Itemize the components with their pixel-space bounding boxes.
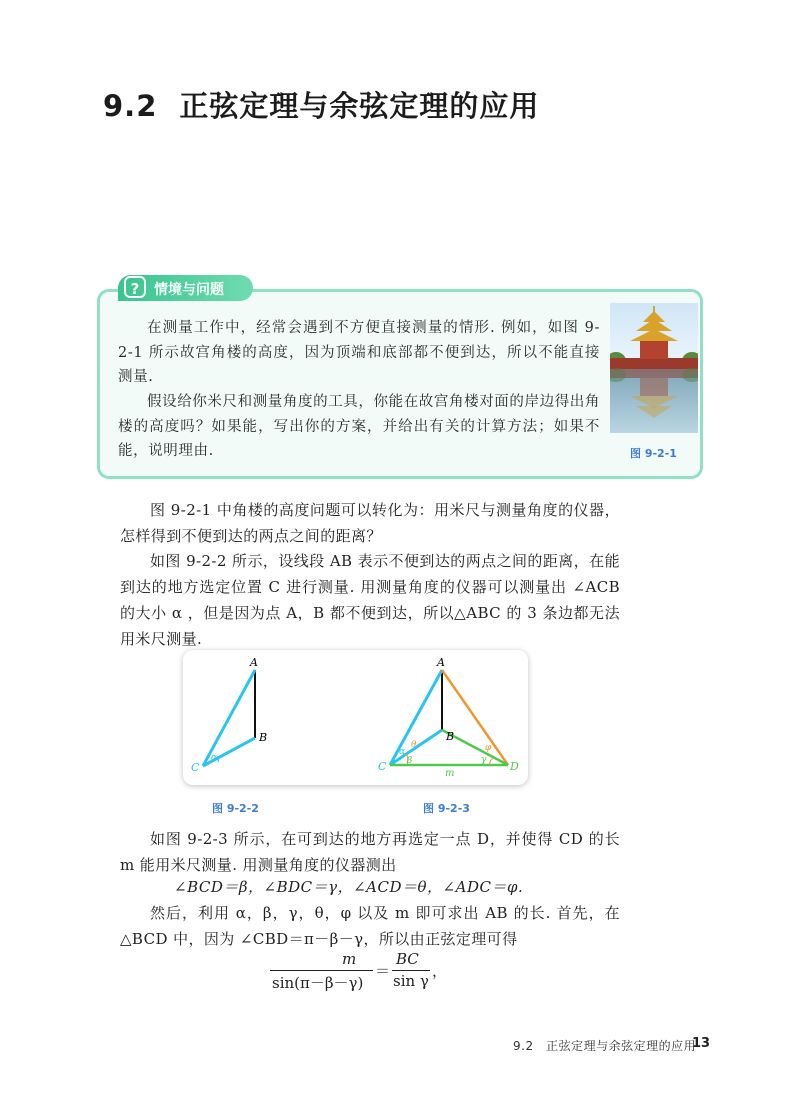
- triangle-figures: [183, 650, 528, 785]
- figure-9-2-2: [191, 656, 267, 774]
- section-title: [103, 84, 539, 125]
- figures-panel: [183, 650, 528, 785]
- fig3-label-beta: β: [407, 756, 413, 766]
- fig2-label-alpha: α: [211, 753, 218, 763]
- body-paragraph-3: 如图 9-2-3 所示，在可到达的地方再选定一点 D，并使得 CD 的长 m 能用米尺测量. 用测量角度的仪器测出: [120, 830, 620, 874]
- fraction-bar-left: [270, 970, 373, 971]
- formula-numerator-right: BC: [396, 950, 419, 968]
- angles-line: ∠BCD＝β，∠BDC＝γ，∠ACD＝θ，∠ADC＝φ.: [174, 878, 524, 896]
- page-number: 13: [692, 1036, 711, 1051]
- section-number: 9.2: [103, 89, 158, 123]
- figure-9-2-3-caption: 图 9-2-3: [423, 802, 470, 815]
- fig3-label-m: m: [445, 768, 455, 779]
- figure-9-2-2-caption: 图 9-2-2: [212, 802, 259, 815]
- figure-9-2-1-caption: 图 9-2-1: [630, 447, 677, 460]
- body-paragraph-4: 然后，利用 α，β，γ，θ，φ 以及 m 即可求出 AB 的长. 首先，在△BCD 中，因为 ∠CBD＝π－β－γ，所以由正弦定理可得: [120, 904, 620, 948]
- fig3-label-alpha: α: [399, 747, 406, 757]
- running-footer: 9.2 正弦定理与余弦定理的应用: [513, 1039, 697, 1053]
- fig2-label-A: A: [250, 656, 258, 669]
- section-title-text: 正弦定理与余弦定理的应用: [179, 89, 540, 123]
- fraction-bar-right: [392, 970, 430, 971]
- fig3-label-theta: θ: [411, 740, 417, 750]
- formula-denominator-left: sin(π－β－γ): [272, 974, 364, 992]
- fig3-label-gamma: γ: [481, 755, 487, 765]
- fig3-label-B: B: [446, 730, 455, 743]
- figure-9-2-3: [378, 656, 519, 779]
- scenario-label: 情境与问题: [154, 282, 224, 298]
- scenario-paragraph-1: 在测量工作中，经常会遇到不方便直接测量的情形. 例如，如图 9-2-1 所示故宫角楼的高度，因为顶端和底部都不便到达，所以不能直接测量.: [118, 320, 600, 385]
- scenario-paragraph-2: 假设给你米尺和测量角度的工具，你能在故宫角楼对面的岸边得出角楼的高度吗？如果能，写出你的方案，并给出有关的计算方法；如果不能，说明理由.: [118, 394, 600, 459]
- fig3-label-C: C: [378, 760, 387, 773]
- body-paragraph-1: 图 9-2-1 中角楼的高度问题可以转化为：用米尺与测量角度的仪器，怎样得到不便到达的两点之间的距离？: [120, 501, 620, 545]
- formula-tail: ，: [432, 962, 448, 980]
- fig3-label-A: A: [437, 656, 445, 669]
- fig3-label-phi: φ: [485, 743, 492, 753]
- formula-denominator-right: sin γ: [393, 972, 429, 990]
- formula-numerator-left: m: [342, 950, 357, 968]
- corner-tower-photo: [610, 303, 698, 433]
- fig2-label-B: B: [259, 731, 268, 744]
- formula-equals: ＝: [375, 962, 391, 980]
- fig3-label-D: D: [510, 760, 519, 773]
- body-paragraph-2: 如图 9-2-2 所示，设线段 AB 表示不便到达的两点之间的距离，在能到达的地方选定位置 C 进行测量. 用测量角度的仪器可以测量出 ∠ACB 的大小 α ，但是因为点 A，B 都不便到达，所以△ABC 的 3 条边都无法用米尺测量.: [120, 552, 620, 648]
- fig2-label-C: C: [191, 761, 200, 774]
- question-icon: ?: [124, 276, 146, 298]
